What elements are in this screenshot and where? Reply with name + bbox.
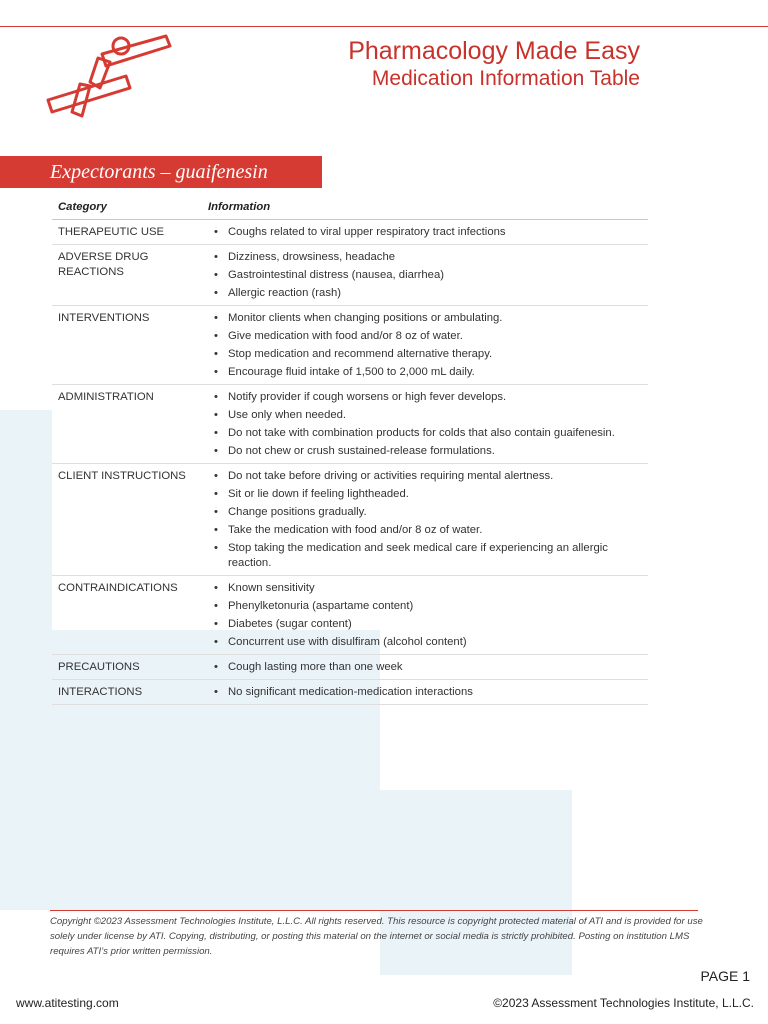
table-row [52,464,648,576]
information-list [208,469,642,571]
list-item: • Sit or lie down if feeling lightheaded. [220,487,642,502]
ati-figure-logo [46,32,174,120]
list-item: • Known sensitivity [220,581,642,596]
information-cell [202,385,648,464]
information-cell [202,576,648,655]
information-cell [202,655,648,680]
information-list [208,225,642,240]
footer-copyright: ©2023 Assessment Technologies Institute, L.L.C. [493,996,754,1010]
website-link[interactable]: www.atitesting.com [16,996,119,1010]
list-item: • Take the medication with food and/or 8 oz of water. [220,523,642,538]
information-cell [202,245,648,306]
category-cell: PRECAUTIONS [52,655,202,680]
list-item: • Notify provider if cough worsens or high fever develops. [220,390,642,405]
information-cell [202,220,648,245]
table-header-row [52,196,648,220]
information-cell [202,306,648,385]
header-rule [0,26,768,27]
list-item: • Do not take with combination products for colds that also contain guaifenesin. [220,426,642,441]
table-row [52,306,648,385]
list-item: • Gastrointestinal distress (nausea, diarrhea) [220,268,642,283]
information-list [208,685,642,700]
section-banner: Expectorants – guaifenesin [0,156,322,188]
category-cell: INTERVENTIONS [52,306,202,385]
list-item: • Give medication with food and/or 8 oz of water. [220,329,642,344]
table-row [52,220,648,245]
list-item: • Diabetes (sugar content) [220,617,642,632]
category-cell: THERAPEUTIC USE [52,220,202,245]
list-item: • Monitor clients when changing positions or ambulating. [220,311,642,326]
list-item: • Phenylketonuria (aspartame content) [220,599,642,614]
column-header-category: Category [52,196,202,220]
table-row [52,385,648,464]
footer-rule [50,910,698,911]
information-cell [202,464,648,576]
page-subtitle: Medication Information Table [371,67,640,90]
list-item: • Use only when needed. [220,408,642,423]
category-cell: ADVERSE DRUG REACTIONS [52,245,202,306]
list-item: • Concurrent use with disulfiram (alcohol content) [220,635,642,650]
page-number: PAGE 1 [700,968,750,984]
list-item: • Do not take before driving or activities requiring mental alertness. [220,469,642,484]
list-item: • Change positions gradually. [220,505,642,520]
table-row [52,576,648,655]
list-item: • No significant medication-medication interactions [220,685,642,700]
list-item: • Allergic reaction (rash) [220,286,642,301]
information-list [208,311,642,380]
list-item: • Dizziness, drowsiness, headache [220,250,642,265]
information-list [208,250,642,301]
document-header [348,36,640,92]
information-cell [202,680,648,705]
list-item: • Stop taking the medication and seek medical care if experiencing an allergic reaction. [220,541,642,571]
category-cell: CONTRAINDICATIONS [52,576,202,655]
list-item: • Do not chew or crush sustained-release formulations. [220,444,642,459]
column-header-information: Information [202,196,648,220]
list-item: • Stop medication and recommend alternative therapy. [220,347,642,362]
information-list [208,660,642,675]
table-row [52,680,648,705]
list-item: • Coughs related to viral upper respiratory tract infections [220,225,642,240]
list-item: • Encourage fluid intake of 1,500 to 2,000 mL daily. [220,365,642,380]
list-item: • Cough lasting more than one week [220,660,642,675]
category-cell: ADMINISTRATION [52,385,202,464]
information-list [208,390,642,459]
table-row [52,245,648,306]
table-body [52,220,648,705]
table-row [52,655,648,680]
medication-table [52,196,648,705]
page-title: Pharmacology Made Easy [348,37,640,65]
information-list [208,581,642,650]
category-cell: CLIENT INSTRUCTIONS [52,464,202,576]
copyright-notice: Copyright ©2023 Assessment Technologies Institute, L.L.C. All rights reserved. This resource is copyright protected material of ATI and is provided for use solely under license by ATI. Copying, distributing, or posting this material on the internet or social media is strictly prohibited. Posting on institution LMS requires ATI’s prior written permission. [50,916,703,957]
category-cell: INTERACTIONS [52,680,202,705]
